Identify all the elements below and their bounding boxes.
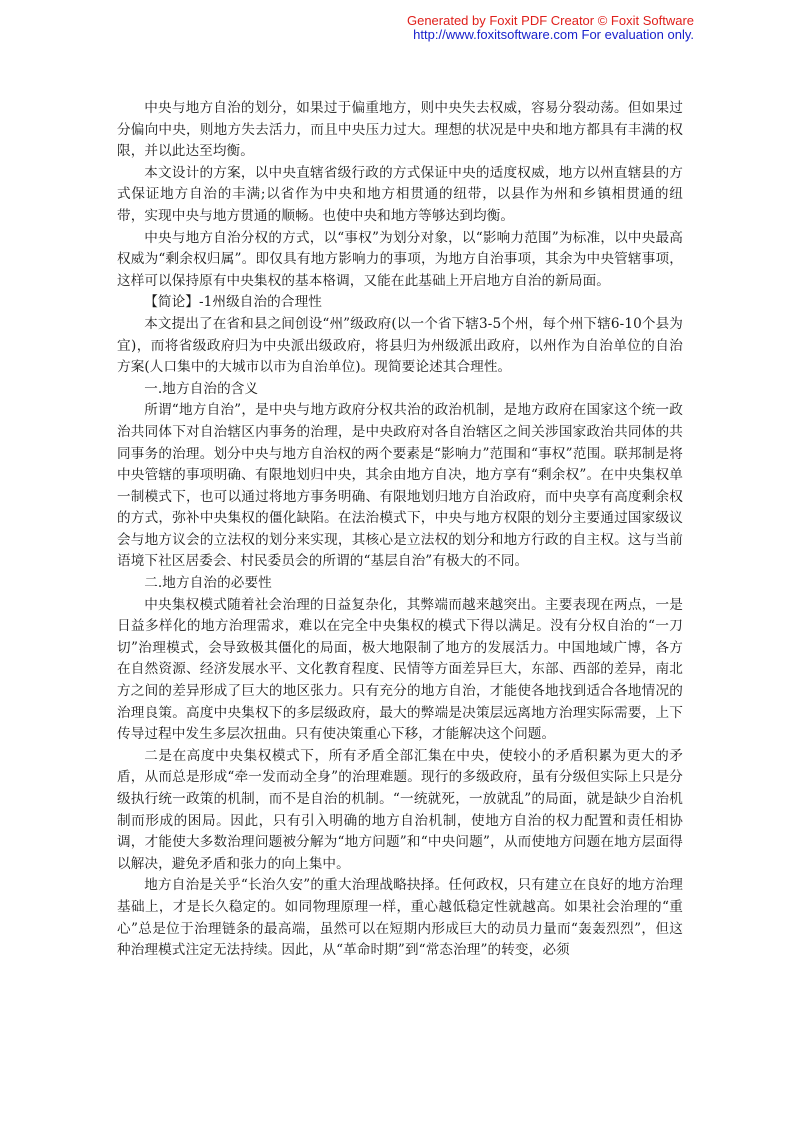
paragraph: 所谓“地方自治”，是中央与地方政府分权共治的政治机制，是地方政府在国家这个统一政治共同体下对自治辖区内事务的治理，是中央政府对各自治辖区之间关涉国家政治共同体的共同事务的治理。划分中央与地方自治权的两个要素是“影响力”范围和“事权”范围。联邦制是将中央管辖的事项明确、有限地划归中央，其余由地方自决，地方享有“剩余权”。在中央集权单一制模式下，也可以通过将地方事务明确、有限地划归地方自治政府，而中央享有高度剩余权的方式，弥补中央集权的僵化缺陷。在法治模式下，中央与地方权限的划分主要通过国家级议会与地方议会的立法权的划分来实现，其核心是立法权的划分和地方行政的自主权。这与当前语境下社区居委会、村民委员会的所谓的“基层自治”有极大的不同。 (117, 402, 683, 570)
section-heading: 【简论】-1州级自治的合理性 (144, 294, 322, 311)
paragraph: 中央与地方自治的划分，如果过于偏重地方，则中央失去权威，容易分裂动荡。但如果过分偏向中央，则地方失去活力，而且中央压力过大。理想的状况是中央和地方都具有丰满的权限，并以此达至均衡。 (117, 100, 683, 160)
watermark-url-line: http://www.foxitsoftware.com For evaluation only. (413, 27, 694, 42)
document-body (117, 98, 683, 962)
paragraph: 地方自治是关乎“长治久安”的重大治理战略抉择。任何政权，只有建立在良好的地方治理基础上，才是长久稳定的。如同物理原理一样，重心越低稳定性就越高。如果社会治理的“重心”总是位于治理链条的最高端，虽然可以在短期内形成巨大的动员力量而“轰轰烈烈”，但这种治理模式注定无法持续。因此，从“革命时期”到“常态治理”的转变，必须 (117, 877, 683, 959)
paragraph: 二是在高度中央集权模式下，所有矛盾全部汇集在中央，使较小的矛盾积累为更大的矛盾，从而总是形成“牵一发而动全身”的治理难题。现行的多级政府，虽有分级但实际上只是分级执行统一政策的机制，而不是自治的机制。“一统就死，一放就乱”的局面，就是缺少自治机制而形成的困局。因此，只有引入明确的地方自治机制，使地方自治的权力配置和责任相协调，才能使大多数治理问题被分解为“地方问题”和“中央问题”，从而使地方问题在地方层面得以解决，避免矛盾和张力的向上集中。 (117, 747, 683, 872)
paragraph: 本文设计的方案，以中央直辖省级行政的方式保证中央的适度权威，地方以州直辖县的方式保证地方自治的丰满;以省作为中央和地方相贯通的纽带，以县作为州和乡镇相贯通的纽带，实现中央与地方贯通的顺畅。也使中央和地方等够达到均衡。 (117, 164, 683, 224)
section-heading: 二.地方自治的必要性 (144, 575, 272, 592)
evaluation-watermark (407, 14, 694, 42)
paragraph: 中央集权模式随着社会治理的日益复杂化，其弊端而越来越突出。主要表现在两点，一是日益多样化的地方治理需求，难以在完全中央集权的模式下得以满足。没有分权自治的“一刀切”治理模式，会导致极其僵化的局面，极大地限制了地方的发展活力。中国地域广博，各方在自然资源、经济发展水平、文化教育程度、民情等方面差异巨大，东部、西部的差异，南北方之间的差异形成了巨大的地区张力。只有充分的地方自治，才能使各地找到适合各地情况的治理良策。高度中央集权下的多层级政府，最大的弊端是决策层远离地方治理实际需要，上下传导过程中发生多层次扭曲。只有使决策重心下移，才能解决这个问题。 (117, 596, 683, 743)
paragraph: 本文提出了在省和县之间创设“州”级政府(以一个省下辖3-5个州，每个州下辖6-10个县为宜)，而将省级政府归为中央派出级政府，将县归为州级派出政府，以州作为自治单位的自治方案(人口集中的大城市以市为自治单位)。现简要论述其合理性。 (117, 315, 683, 376)
section-heading: 一.地方自治的含义 (144, 380, 259, 397)
watermark-generator-line: Generated by Foxit PDF Creator © Foxit Software (406, 13, 694, 28)
paragraph: 中央与地方自治分权的方式，以“事权”为划分对象，以“影响力范围”为标准，以中央最高权威为“剩余权归属”。即仅具有地方影响力的事项，为地方自治事项，其余为中央管辖事项，这样可以保持原有中央集权的基本格调，又能在此基础上开启地方自治的新局面。 (117, 229, 683, 289)
